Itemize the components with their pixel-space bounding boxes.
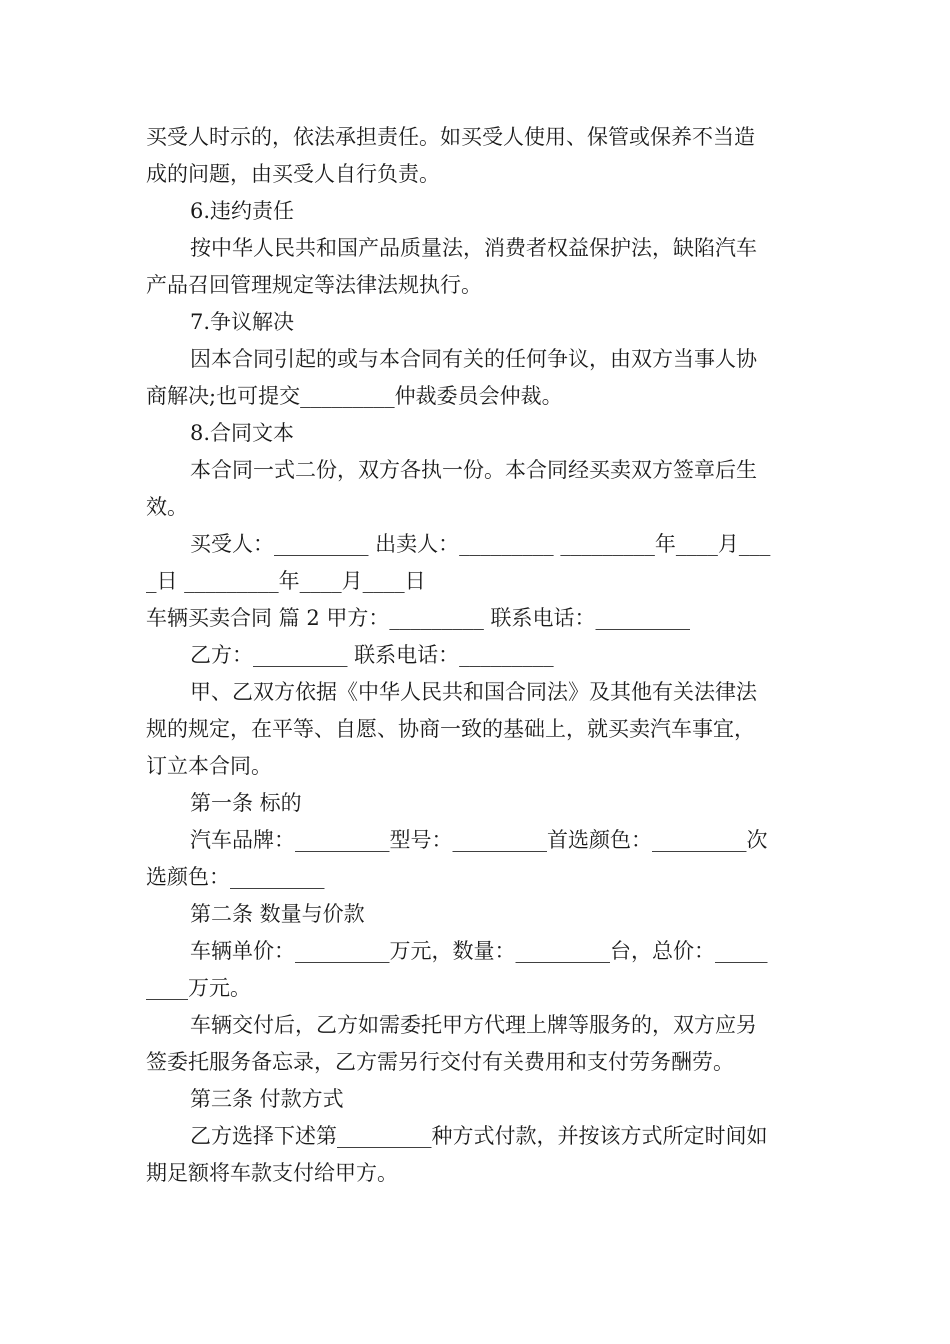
section-heading: 7.争议解决: [190, 310, 295, 334]
paragraph-line: 效。: [146, 495, 188, 519]
signature-line: _日 _________年____月____日: [146, 569, 426, 593]
paragraph-line: 规的规定，在平等、自愿、协商一致的基础上，就买卖汽车事宜，: [146, 717, 755, 741]
paragraph-line: 甲、乙双方依据《中华人民共和国合同法》及其他有关法律法: [190, 680, 757, 704]
section-heading: 6.违约责任: [190, 199, 295, 223]
contract-title-line: 车辆买卖合同 篇 2 甲方：_________ 联系电话：_________: [146, 606, 691, 630]
signature-line: 买受人：_________ 出卖人：_________ _________年____月___: [190, 532, 771, 556]
article-heading: 第一条 标的: [190, 791, 302, 815]
article-heading: 第二条 数量与价款: [190, 902, 365, 926]
paragraph-line: ____万元。: [146, 976, 251, 1000]
section-heading: 8.合同文本: [190, 421, 295, 445]
paragraph-line: 车辆单价：_________万元，数量：_________台，总价：_____: [190, 939, 768, 963]
paragraph-line: 车辆交付后，乙方如需委托甲方代理上牌等服务的，双方应另: [190, 1013, 757, 1037]
paragraph-line: 产品召回管理规定等法律法规执行。: [146, 273, 482, 297]
paragraph-line: 选颜色：_________: [146, 865, 325, 889]
paragraph-line: 按中华人民共和国产品质量法，消费者权益保护法，缺陷汽车: [190, 236, 757, 260]
paragraph-line: 因本合同引起的或与本合同有关的任何争议，由双方当事人协: [190, 347, 757, 371]
paragraph-line: 订立本合同。: [146, 754, 272, 778]
paragraph-line: 买受人时示的，依法承担责任。如买受人使用、保管或保养不当造: [146, 125, 755, 149]
paragraph-line: 商解决;也可提交_________仲裁委员会仲裁。: [146, 384, 563, 408]
paragraph-line: 乙方选择下述第_________种方式付款，并按该方式所定时间如: [190, 1124, 768, 1148]
party-line: 乙方：_________ 联系电话：_________: [190, 643, 554, 667]
article-heading: 第三条 付款方式: [190, 1087, 344, 1111]
paragraph-line: 签委托服务备忘录，乙方需另行交付有关费用和支付劳务酬劳。: [146, 1050, 734, 1074]
paragraph-line: 本合同一式二份，双方各执一份。本合同经买卖双方签章后生: [190, 458, 757, 482]
paragraph-line: 成的问题，由买受人自行负责。: [146, 162, 440, 186]
paragraph-line: 期足额将车款支付给甲方。: [146, 1161, 398, 1185]
paragraph-line: 汽车品牌：_________型号：_________首选颜色：_________次: [190, 828, 768, 852]
